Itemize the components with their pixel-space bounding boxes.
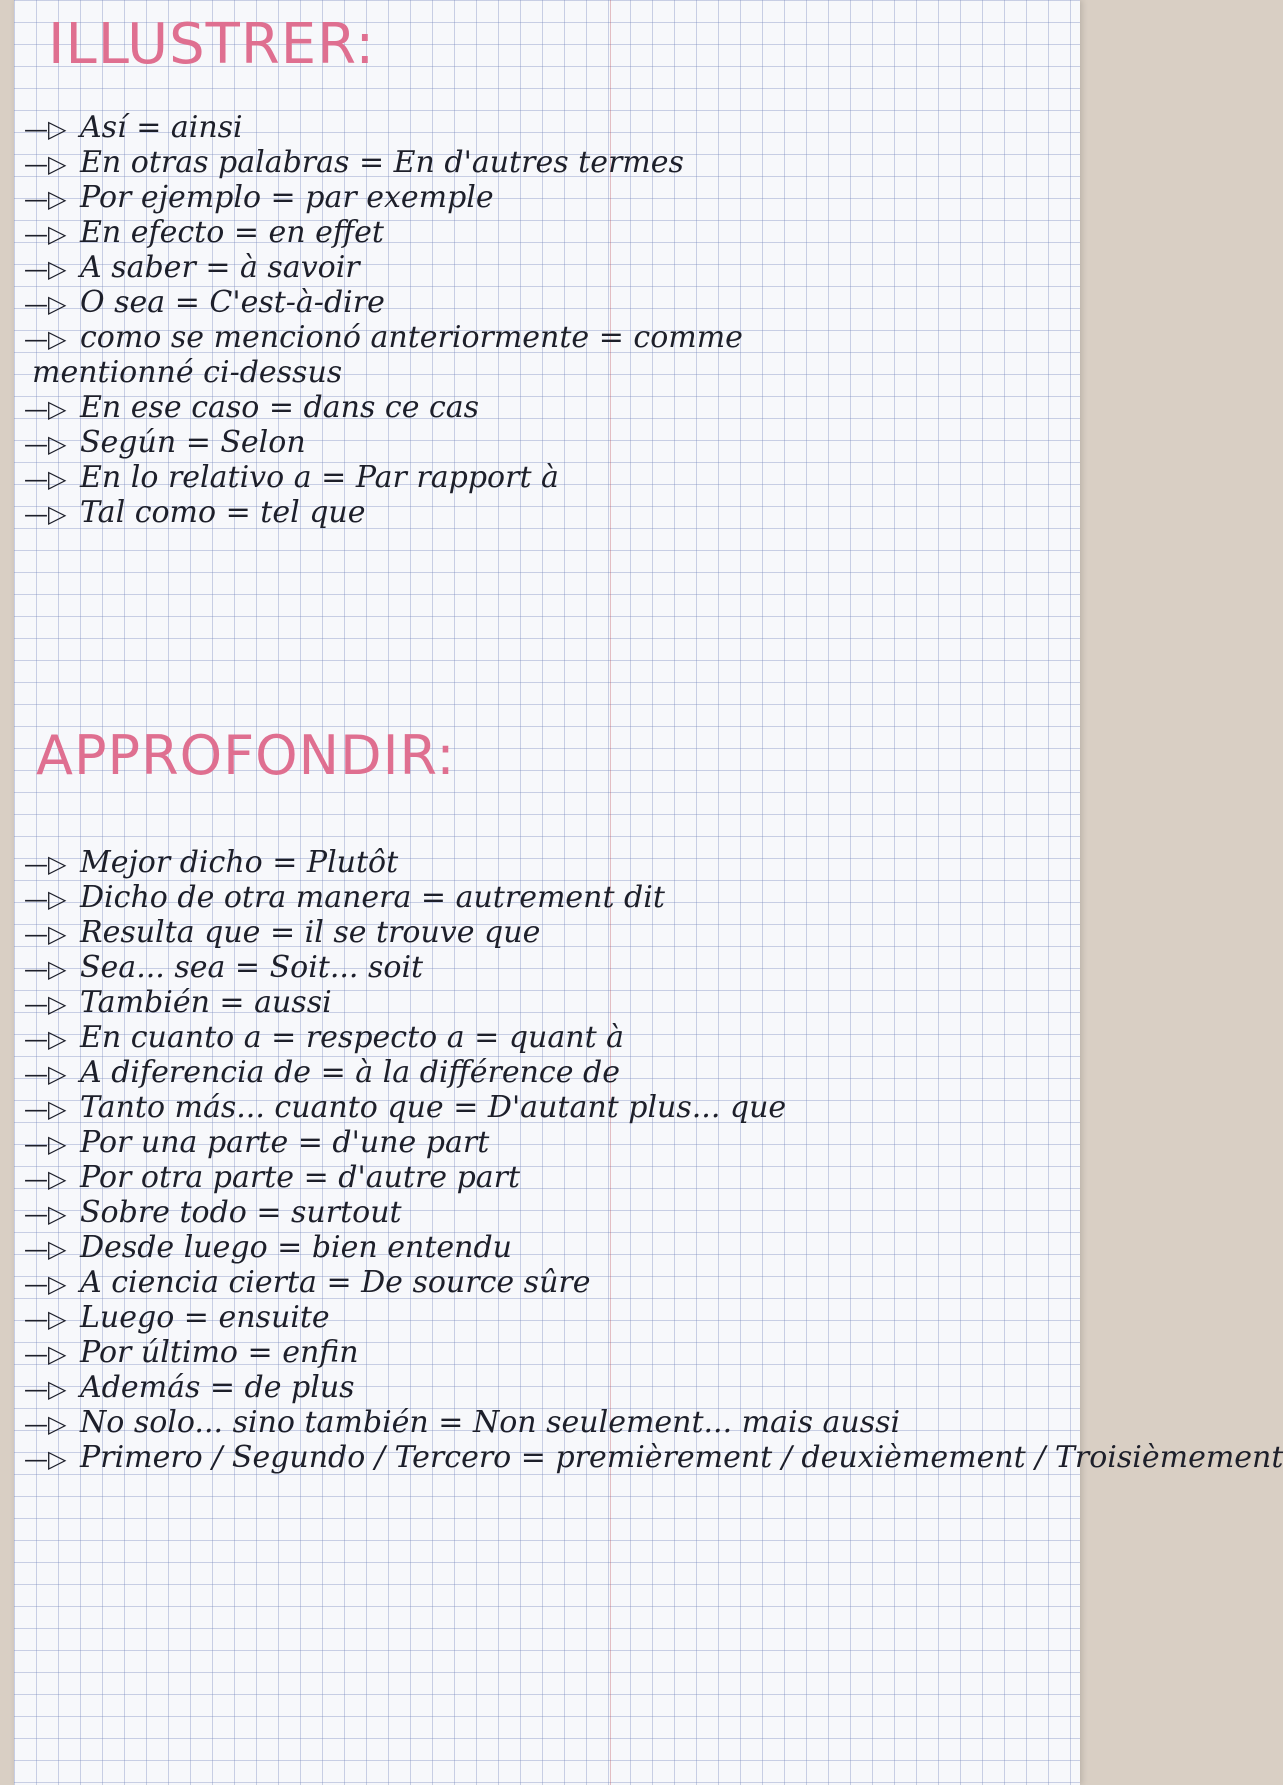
list-item [24, 145, 743, 180]
list-item-text: Dicho de otra manera = autrement dit [80, 880, 665, 915]
arrow-icon: —▷ [24, 290, 67, 318]
list-item-text: En efecto = en effet [80, 215, 384, 250]
list-item-text: Según = Selon [80, 425, 306, 460]
arrow-icon: —▷ [24, 1340, 67, 1368]
arrow-icon: —▷ [24, 1270, 67, 1298]
list-item [24, 110, 743, 145]
arrow-icon: —▷ [24, 395, 67, 423]
list-item-text: Por otra parte = d'autre part [80, 1160, 521, 1195]
arrow-icon: —▷ [24, 885, 67, 913]
list-item-text: A diferencia de = à la différence de [80, 1055, 620, 1090]
list-item-text: En lo relativo a = Par rapport à [80, 460, 559, 495]
list-item-text: Sobre todo = surtout [80, 1195, 402, 1230]
list-item [24, 1335, 1283, 1370]
arrow-icon: —▷ [24, 1025, 67, 1053]
list-item-text: O sea = C'est-à-dire [80, 285, 385, 320]
notebook-page [14, 0, 1283, 1785]
list-item-text: Resulta que = il se trouve que [80, 915, 541, 950]
arrow-icon: —▷ [24, 1200, 67, 1228]
list-item [24, 1440, 1283, 1475]
list-item-text: Primero / Segundo / Tercero = premièrement / deuxièmement / Troisièmement [80, 1440, 1283, 1475]
list-item-text: como se mencionó anteriormente = comme [80, 320, 743, 355]
list-item [24, 1125, 1283, 1160]
list-item [24, 1090, 1283, 1125]
arrow-icon: —▷ [24, 1130, 67, 1158]
section-title-illustrer: ILLUSTRER: [48, 12, 376, 77]
list-item [24, 880, 1283, 915]
list-item-text: Por último = enfin [80, 1335, 359, 1370]
list-item-text: Desde luego = bien entendu [80, 1230, 512, 1265]
list-item-text: Mejor dicho = Plutôt [80, 845, 399, 880]
list-item [24, 390, 743, 425]
arrow-icon: —▷ [24, 955, 67, 983]
list-item [24, 1020, 1283, 1055]
list-item [24, 985, 1283, 1020]
list-item [24, 1195, 1283, 1230]
list-item [24, 950, 1283, 985]
list-item [24, 250, 743, 285]
section-title-approfondir: APPROFONDIR: [36, 724, 456, 787]
list-item-text: A ciencia cierta = De source sûre [80, 1265, 591, 1300]
arrow-icon: —▷ [24, 1445, 67, 1473]
list-item-text: También = aussi [80, 985, 332, 1020]
list-item-continuation: mentionné ci-dessus [32, 355, 343, 390]
arrow-icon: —▷ [24, 1095, 67, 1123]
list-item [24, 320, 743, 355]
list-item [24, 1055, 1283, 1090]
list-item-text: A saber = à savoir [80, 250, 360, 285]
arrow-icon: —▷ [24, 430, 67, 458]
arrow-icon: —▷ [24, 1165, 67, 1193]
arrow-icon: —▷ [24, 990, 67, 1018]
list-item [24, 915, 1283, 950]
list-item-text: Sea... sea = Soit... soit [80, 950, 424, 985]
arrow-icon: —▷ [24, 1375, 67, 1403]
list-item-text: No solo... sino también = Non seulement... mais aussi [80, 1405, 901, 1440]
arrow-icon: —▷ [24, 255, 67, 283]
arrow-icon: —▷ [24, 185, 67, 213]
arrow-icon: —▷ [24, 465, 67, 493]
approfondir-list [24, 845, 1283, 1475]
list-item-text: Tal como = tel que [80, 495, 366, 530]
arrow-icon: —▷ [24, 1305, 67, 1333]
arrow-icon: —▷ [24, 325, 67, 353]
list-item-text: Por ejemplo = par exemple [80, 180, 494, 215]
list-item [24, 180, 743, 215]
arrow-icon: —▷ [24, 1410, 67, 1438]
arrow-icon: —▷ [24, 150, 67, 178]
list-item [24, 285, 743, 320]
list-item [24, 215, 743, 250]
list-item [24, 460, 743, 495]
arrow-icon: —▷ [24, 850, 67, 878]
list-item [24, 1300, 1283, 1335]
list-item [24, 1265, 1283, 1300]
list-item [24, 425, 743, 460]
list-item [24, 1405, 1283, 1440]
list-item [24, 1160, 1283, 1195]
list-item-text: Tanto más... cuanto que = D'autant plus... que [80, 1090, 787, 1125]
list-item [24, 1230, 1283, 1265]
arrow-icon: —▷ [24, 115, 67, 143]
list-item-text: Así = ainsi [80, 110, 243, 145]
arrow-icon: —▷ [24, 220, 67, 248]
arrow-icon: —▷ [24, 1060, 67, 1088]
list-item-text: Luego = ensuite [80, 1300, 330, 1335]
list-item [24, 845, 1283, 880]
arrow-icon: —▷ [24, 920, 67, 948]
list-item-text: Además = de plus [80, 1370, 355, 1405]
list-item-text: En cuanto a = respecto a = quant à [80, 1020, 625, 1055]
arrow-icon: —▷ [24, 500, 67, 528]
arrow-icon: —▷ [24, 1235, 67, 1263]
list-item-text: Por una parte = d'une part [80, 1125, 490, 1160]
list-item-text: En ese caso = dans ce cas [80, 390, 480, 425]
list-item [24, 495, 743, 530]
illustrer-list [24, 110, 743, 530]
list-item [24, 1370, 1283, 1405]
list-item-text: En otras palabras = En d'autres termes [80, 145, 684, 180]
